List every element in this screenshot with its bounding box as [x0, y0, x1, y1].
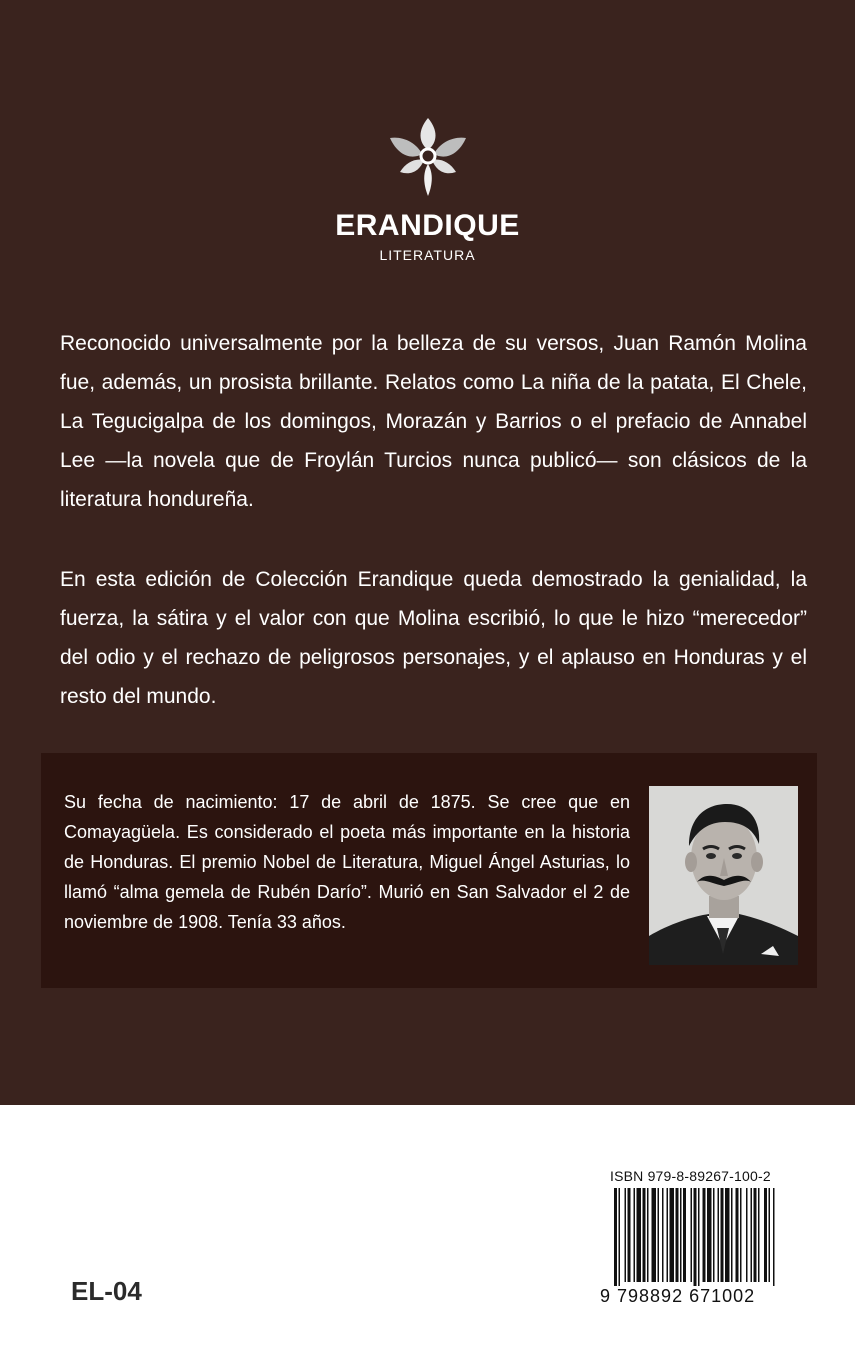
brand-subtitle: LITERATURA: [379, 247, 476, 263]
barcode-icon: [600, 1188, 790, 1286]
isbn-digits: 9 798892 671002: [600, 1286, 756, 1306]
brand-name: ERANDIQUE: [335, 209, 520, 242]
description-paragraph-2: En esta edición de Colección Erandique queda demostrado la genialidad, la fuerza, la sátira y el valor con que Molina escribió, lo que le hizo “merecedor” del odio y el rechazo de peligrosos personajes, y el aplauso en Honduras y el resto del mundo.: [60, 568, 807, 708]
orchid-flower-icon: [388, 112, 468, 198]
isbn-barcode: [600, 1168, 800, 1318]
collection-code: EL-04: [71, 1276, 142, 1306]
author-bio-box: [41, 753, 817, 988]
author-bio-text: Su fecha de nacimiento: 17 de abril de 1875. Se cree que en Comayagüela. Es considerado el poeta más importante en la historia de Honduras. El premio Nobel de Literatura, Miguel Ángel Asturias, lo llamó “alma gemela de Rubén Darío”. Murió en San Salvador el 2 de noviembre de 1908. Tenía 33 años.: [64, 792, 630, 932]
author-portrait: [649, 786, 798, 965]
description-paragraph-1: Reconocido universalmente por la belleza de su versos, Juan Ramón Molina fue, además, un prosista brillante. Relatos como La niña de la patata, El Chele, La Tegucigalpa de los domingos, Morazán y Barrios o el prefacio de Annabel Lee —la novela que de Froylán Turcios nunca publicó— son clásicos de la literatura hondureña.: [60, 332, 807, 511]
publisher-logo: [0, 112, 855, 264]
isbn-label: ISBN 979-8-89267-100-2: [610, 1168, 771, 1184]
